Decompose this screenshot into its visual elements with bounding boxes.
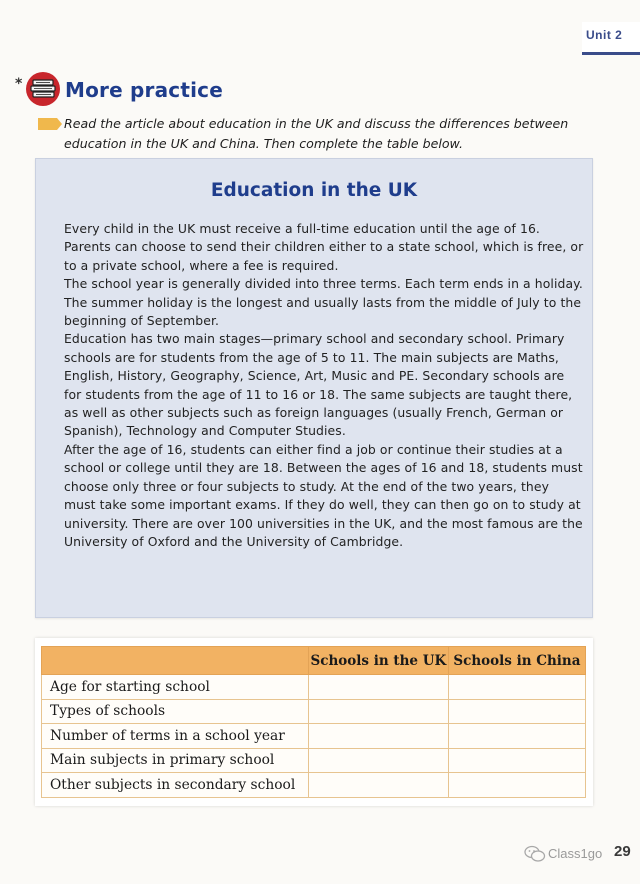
unit-tab bbox=[582, 22, 640, 55]
china-answer-cell[interactable] bbox=[448, 773, 585, 798]
page-number: 29 bbox=[614, 843, 631, 860]
chat-bubbles-icon bbox=[524, 845, 546, 863]
uk-answer-cell[interactable] bbox=[308, 748, 448, 773]
comparison-table-card bbox=[35, 638, 593, 806]
books-icon bbox=[25, 71, 61, 107]
china-answer-cell[interactable] bbox=[448, 724, 585, 749]
uk-answer-cell[interactable] bbox=[308, 724, 448, 749]
article-body bbox=[64, 220, 584, 551]
watermark bbox=[524, 844, 616, 864]
row-label: Types of schools bbox=[42, 699, 309, 724]
watermark-text: Class1go bbox=[548, 846, 603, 861]
uk-answer-cell[interactable] bbox=[308, 699, 448, 724]
table-header-china: Schools in China bbox=[448, 647, 585, 675]
section-title: More practice bbox=[65, 78, 224, 102]
table-row bbox=[42, 773, 586, 798]
article-paragraph: Every child in the UK must receive a full-time education until the age of 16. Parents can choose to send their children either to a state school, which is free, or to a private school, where a fee is required. bbox=[64, 221, 584, 273]
table-header-row bbox=[42, 647, 586, 675]
article-title: Education in the UK bbox=[210, 180, 418, 201]
table-header-uk: Schools in the UK bbox=[308, 647, 448, 675]
row-label: Other subjects in secondary school bbox=[42, 773, 309, 798]
table-row bbox=[42, 699, 586, 724]
article-paragraph: After the age of 16, students can either find a job or continue their studies at a school or college until they are 18. Between the ages of 16 and 18, students must choose only three or four subjects to study. At the end of the two years, they must take some important exams. If they do well, they can then go on to study at university. There are over 100 universities in the UK, and the most famous are the University of Oxford and the University of Cambridge. bbox=[64, 441, 583, 549]
china-answer-cell[interactable] bbox=[448, 748, 585, 773]
pencil-marker-icon bbox=[38, 118, 62, 130]
instruction-text: Read the article about education in the UK and discuss the differences between education in the UK and China. Then complete the table below. bbox=[64, 116, 569, 151]
unit-label: Unit 2 bbox=[586, 28, 623, 42]
comparison-table bbox=[41, 646, 586, 798]
china-answer-cell[interactable] bbox=[448, 675, 585, 700]
article-paragraph: The school year is generally divided into three terms. Each term ends in a holiday. The summer holiday is the longest and usually lasts from the middle of July to the beginning of September. bbox=[64, 276, 583, 329]
china-answer-cell[interactable] bbox=[448, 699, 585, 724]
uk-answer-cell[interactable] bbox=[308, 773, 448, 798]
table-row bbox=[42, 748, 586, 773]
table-header-empty bbox=[42, 647, 309, 675]
table-row bbox=[42, 724, 586, 749]
article-paragraph: Education has two main stages—primary school and secondary school. Primary schools are for students from the age of 5 to 11. The main subjects are Maths, English, History, Geography, Science, Art, Music and PE. Secondary schools are for students from the age of 11 to 16 or 18. The same subjects are taught there, as well as other subjects such as foreign languages (usually French, German or Spanish), Technology and Computer Studies. bbox=[64, 331, 573, 439]
optional-asterisk: * bbox=[15, 76, 23, 92]
row-label: Number of terms in a school year bbox=[42, 724, 309, 749]
uk-answer-cell[interactable] bbox=[308, 675, 448, 700]
row-label: Age for starting school bbox=[42, 675, 309, 700]
row-label: Main subjects in primary school bbox=[42, 748, 309, 773]
article-box bbox=[35, 158, 593, 618]
table-row bbox=[42, 675, 586, 700]
